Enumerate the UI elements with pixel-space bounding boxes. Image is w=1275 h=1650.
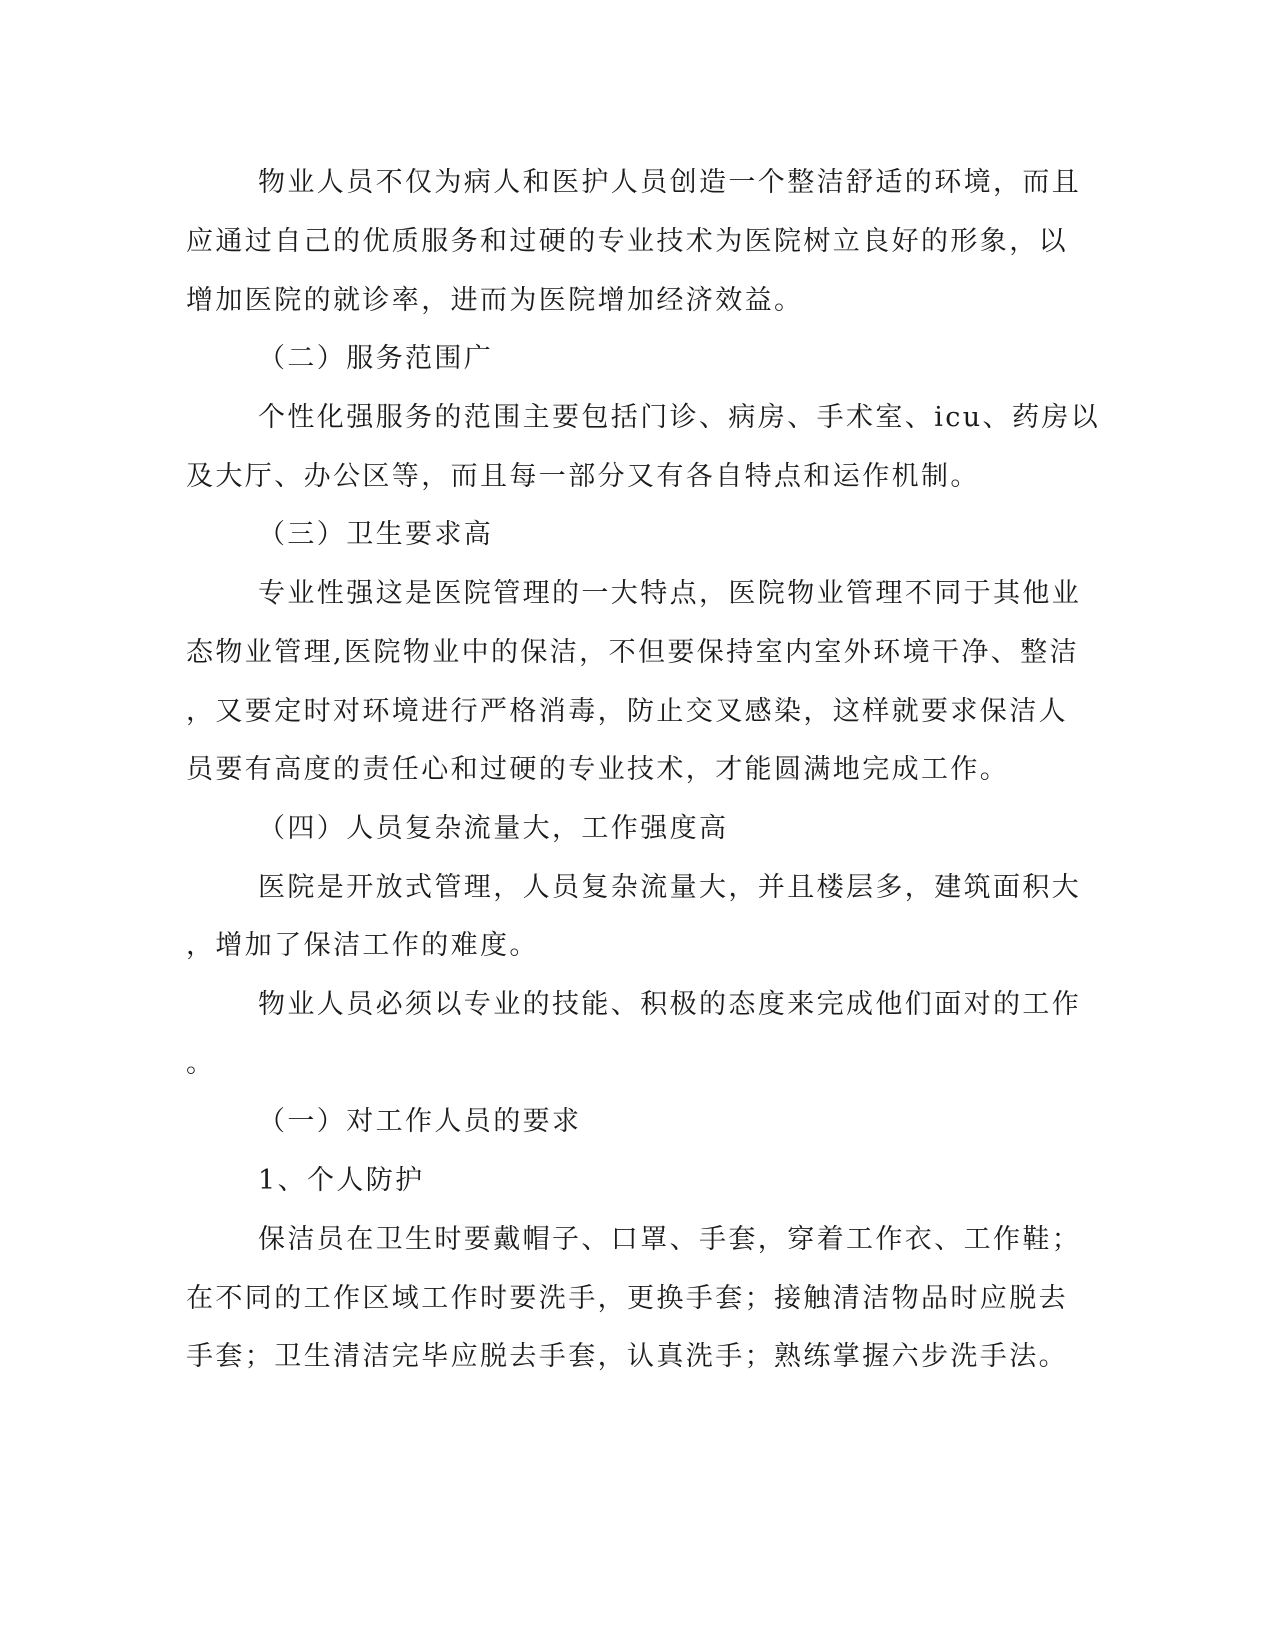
subheading-personal-protection: 1、个人防护 [258, 1165, 425, 1196]
paragraph-2-line-1: 个性化强服务的范围主要包括门诊、病房、手术室、icu、药房以 [258, 402, 1101, 433]
paragraph-3-line-4: 员要有高度的责任心和过硬的专业技术，才能圆满地完成工作。 [186, 754, 1010, 785]
paragraph-1-line-1: 物业人员不仅为病人和医护人员创造一个整洁舒适的环境，而且 [258, 167, 1082, 198]
paragraph-6-line-2: 在不同的工作区域工作时要洗手，更换手套；接触清洁物品时应脱去 [186, 1283, 1068, 1314]
paragraph-1-line-2: 应通过自己的优质服务和过硬的专业技术为医院树立良好的形象，以 [186, 226, 1068, 257]
heading-hygiene: （三）卫生要求高 [258, 519, 494, 550]
paragraph-3-line-3: ，又要定时对环境进行严格消毒，防止交叉感染，这样就要求保洁人 [186, 696, 1068, 727]
paragraph-5-line-1: 物业人员必须以专业的技能、积极的态度来完成他们面对的工作 [258, 989, 1082, 1020]
paragraph-1-line-3: 增加医院的就诊率，进而为医院增加经济效益。 [186, 285, 804, 316]
paragraph-3-line-1: 专业性强这是医院管理的一大特点，医院物业管理不同于其他业 [258, 578, 1082, 609]
heading-staff-requirements: （一）对工作人员的要求 [258, 1106, 582, 1137]
paragraph-6-line-3: 手套；卫生清洁完毕应脱去手套，认真洗手；熟练掌握六步洗手法。 [186, 1341, 1068, 1372]
heading-service-scope: （二）服务范围广 [258, 343, 494, 374]
paragraph-2-line-2: 及大厅、办公区等，而且每一部分又有各自特点和运作机制。 [186, 461, 980, 492]
heading-personnel-flow: （四）人员复杂流量大，工作强度高 [258, 813, 729, 844]
paragraph-5-line-2: 。 [186, 1048, 216, 1079]
paragraph-6-line-1: 保洁员在卫生时要戴帽子、口罩、手套，穿着工作衣、工作鞋； [258, 1224, 1082, 1255]
paragraph-4-line-2: ，增加了保洁工作的难度。 [186, 930, 539, 961]
paragraph-3-line-2: 态物业管理,医院物业中的保洁，不但要保持室内室外环境干净、整洁 [186, 637, 1079, 668]
paragraph-4-line-1: 医院是开放式管理，人员复杂流量大，并且楼层多，建筑面积大 [258, 872, 1082, 903]
